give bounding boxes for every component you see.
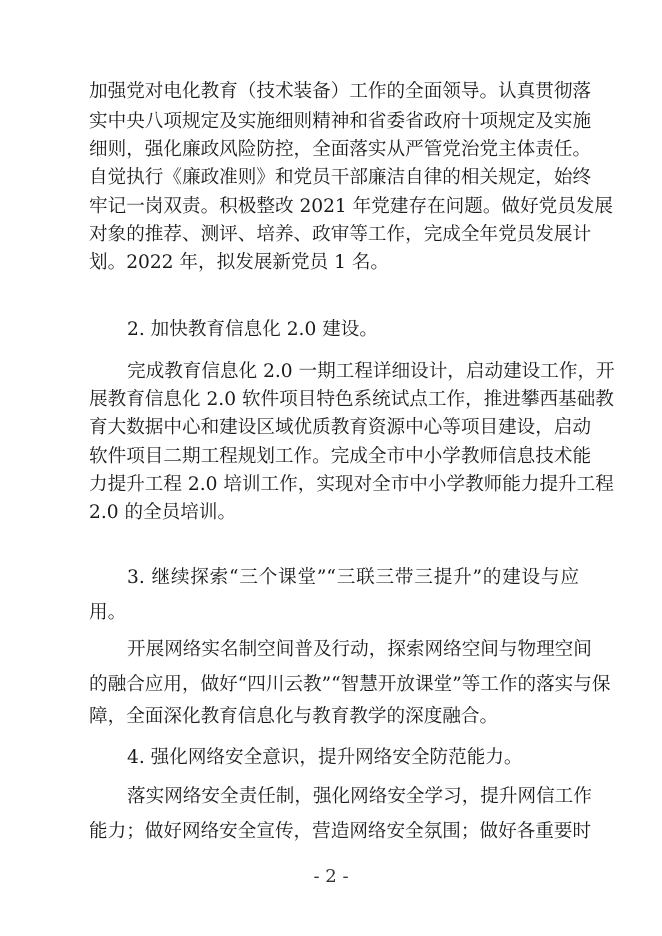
text-line: 3. 继续探索“三个课堂”“三联三带三提升”的建设与应 <box>127 567 579 588</box>
text-line: 细则，强化廉政风险防控，全面落实从严管党治党主体责任。 <box>89 139 592 160</box>
text-line: 的融合应用，做好“四川云教”“智慧开放课堂”等工作的落实与保 <box>89 674 611 695</box>
text-line: 力提升工程 2.0 培训工作，实现对全市中小学教师能力提升工程 <box>89 474 614 495</box>
text-line: 加强党对电化教育（技术装备）工作的全面领导。认真贯彻落 <box>89 81 592 102</box>
text-line: 软件项目二期工程规划工作。完成全市中小学教师信息技术能 <box>89 446 592 467</box>
text-line: 开展网络实名制空间普及行动，探索网络空间与物理空间 <box>127 639 592 660</box>
text-line: 能力；做好网络安全宣传，营造网络安全氛围；做好各重要时 <box>89 821 592 842</box>
text-line: 2.0 的全员培训。 <box>89 502 237 523</box>
text-line: 障，全面深化教育信息化与教育教学的深度融合。 <box>89 706 499 727</box>
text-line: 牢记一岗双责。积极整改 2021 年党建存在问题。做好党员发展 <box>89 196 613 217</box>
text-line: 划。2022 年，拟发展新党员 1 名。 <box>89 252 390 273</box>
text-line: 落实网络安全责任制，强化网络安全学习，提升网信工作 <box>127 786 592 807</box>
page-number: - 2 - <box>313 866 349 887</box>
text-line: 对象的推荐、测评、培养、政审等工作，完成全年党员发展计 <box>89 224 592 245</box>
text-line: 育大数据中心和建设区域优质教育资源中心等项目建设，启动 <box>89 417 592 438</box>
section-heading-4: 4. 强化网络安全意识，提升网络安全防范能力。 <box>127 747 523 768</box>
section-heading-2: 2. 加快教育信息化 2.0 建设。 <box>127 319 378 340</box>
text-line: 完成教育信息化 2.0 一期工程详细设计，启动建设工作，开 <box>127 361 615 382</box>
text-line: 实中央八项规定及实施细则精神和省委省政府十项规定及实施 <box>89 111 592 132</box>
text-line: 用。 <box>89 602 127 623</box>
text-line: 自觉执行《廉政准则》和党员干部廉洁自律的相关规定，始终 <box>89 167 592 188</box>
text-line: 展教育信息化 2.0 软件项目特色系统试点工作，推进攀西基础教 <box>89 389 614 410</box>
